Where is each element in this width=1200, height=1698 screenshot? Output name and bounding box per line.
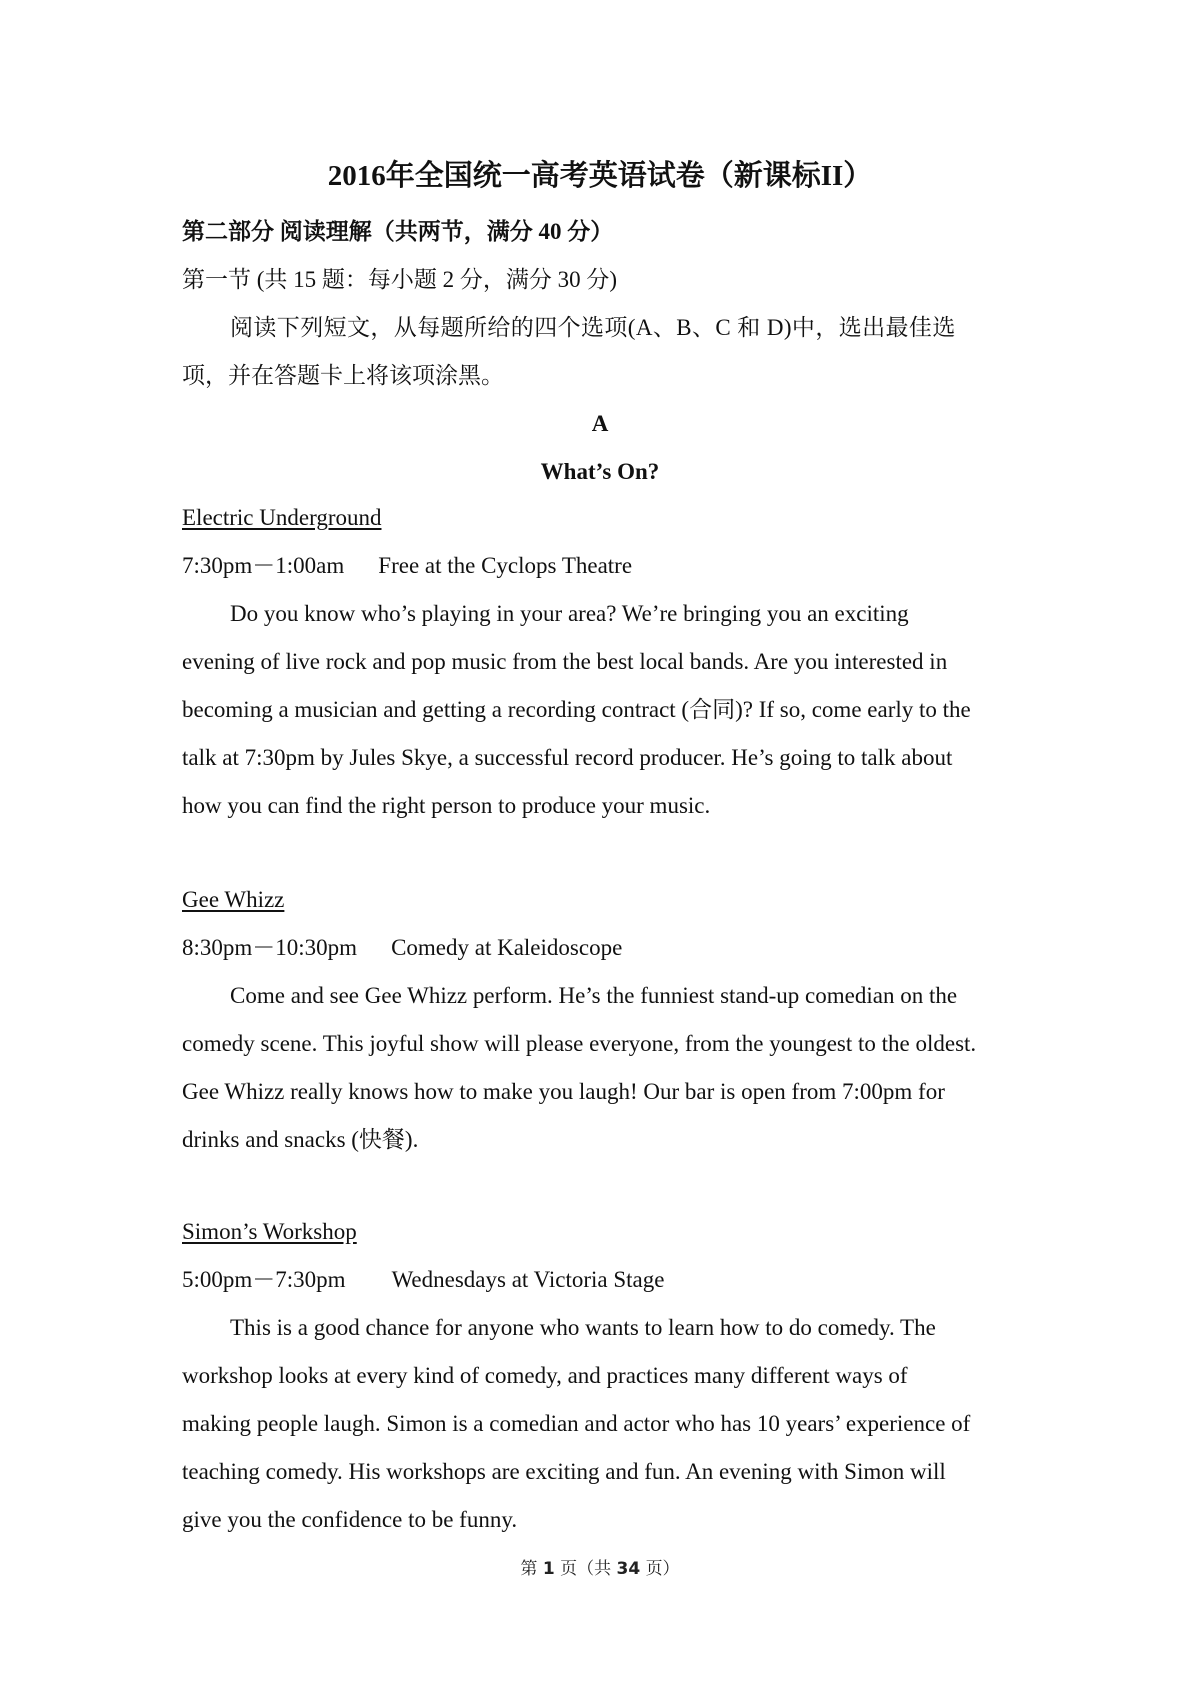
page-number: 1 [542,1559,555,1579]
event-name-electric-underground: Electric Underground [182,505,382,530]
event-description-line: talk at 7:30pm by Jules Skye, a successful record producer. He’s going to talk about [182,745,953,770]
passage-title: What’s On? [540,459,660,484]
event-description-line: making people laugh. Simon is a comedian and actor who has 10 years’ experience of [182,1411,971,1436]
event-schedule [182,1266,1022,1294]
part-heading: 第二部分 阅读理解（共两节，满分 40 分） [182,219,614,244]
event-time: 8:30pm－10:30pm [182,935,358,960]
event-description-line: This is a good chance for anyone who wants to learn how to do comedy. The [230,1315,936,1340]
event-description-line: Gee Whizz really knows how to make you laugh! Our bar is open from 7:00pm for [182,1079,945,1104]
page-footer [0,1558,1200,1580]
event-description-line: Do you know who’s playing in your area? We’re bringing you an exciting [230,601,909,626]
event-description-line: workshop looks at every kind of comedy, and practices many different ways of [182,1363,908,1388]
event-description-line: becoming a musician and getting a recording contract (合同)? If so, come early to the [182,697,971,722]
event-description-line: how you can find the right person to produce your music. [182,793,711,818]
event-venue: Free at the Cyclops Theatre [378,553,633,578]
page-title: 2016年全国统一高考英语试卷（新课标II） [327,160,873,192]
event-description-line: comedy scene. This joyful show will please everyone, from the youngest to the oldest. [182,1031,977,1056]
footer-prefix: 第 [520,1559,538,1579]
event-name-simons-workshop: Simon’s Workshop [182,1219,357,1244]
passage-letter: A [591,411,609,436]
event-description-line: give you the confidence to be funny. [182,1507,518,1532]
total-pages: 34 [616,1559,641,1579]
event-description-line: drinks and snacks (快餐). [182,1127,419,1152]
event-time: 7:30pm－1:00am [182,553,345,578]
section-heading: 第一节 (共 15 题：每小题 2 分，满分 30 分) [182,267,618,292]
event-description-line: evening of live rock and pop music from the best local bands. Are you interested in [182,649,948,674]
instructions-line-1: 阅读下列短文，从每题所给的四个选项(A、B、C 和 D)中，选出最佳选 [230,315,956,340]
footer-middle: 页（共 [560,1559,612,1579]
event-venue: Wednesdays at Victoria Stage [391,1267,665,1292]
event-venue: Comedy at Kaleidoscope [391,935,623,960]
instructions-line-2: 项，并在答题卡上将该项涂黑。 [182,363,504,388]
event-name-gee-whizz: Gee Whizz [182,887,285,912]
event-description-line: Come and see Gee Whizz perform. He’s the funniest stand-up comedian on the [230,983,958,1008]
event-time: 5:00pm－7:30pm [182,1267,346,1292]
event-schedule [182,934,1022,962]
footer-suffix: 页） [645,1559,680,1579]
event-description-line: teaching comedy. His workshops are exciting and fun. An evening with Simon will [182,1459,946,1484]
event-schedule [182,552,1022,580]
